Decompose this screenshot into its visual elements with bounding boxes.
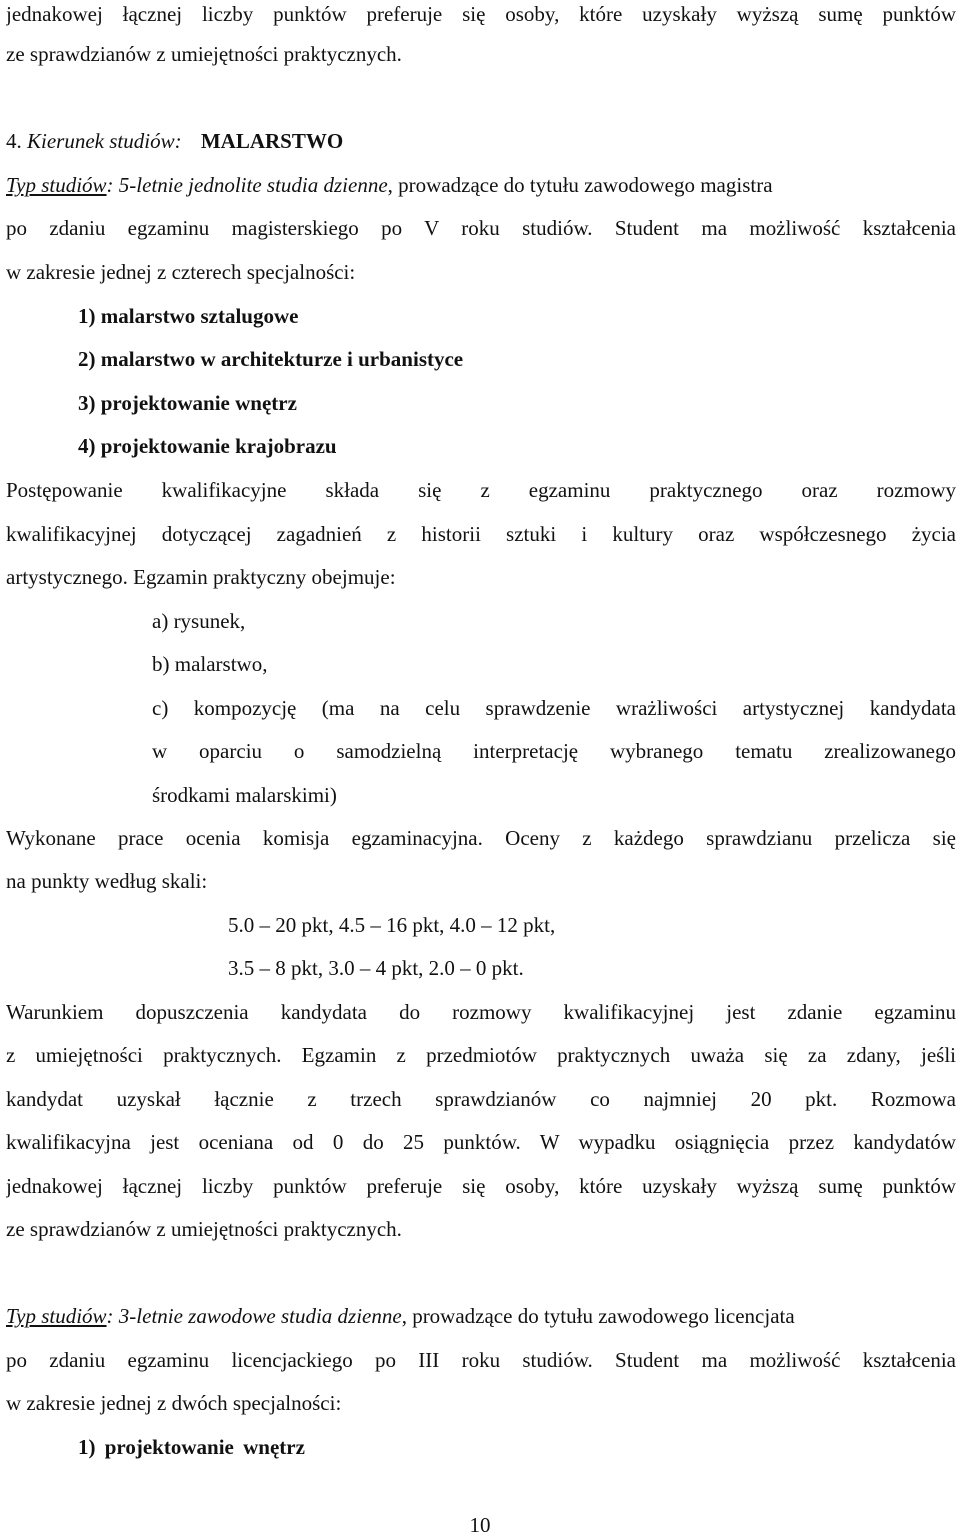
study-type-label: Typ studiów	[6, 173, 107, 197]
section-number: 4.	[6, 129, 22, 153]
paragraph-line: Warunkiem dopuszczenia kandydata do rozmowy kwalifikacyjnej jest zdanie egzaminu	[6, 1000, 956, 1024]
study-type-label: Typ studiów	[6, 1304, 107, 1328]
specialization-item: 2) malarstwo w architekturze i urbanistyce	[78, 347, 464, 371]
grading-scale-line: 3.5 – 8 pkt, 3.0 – 4 pkt, 2.0 – 0 pkt.	[228, 956, 524, 980]
paragraph-line: na punkty według skali:	[6, 869, 208, 893]
specialization-item: 1) malarstwo sztalugowe	[78, 304, 299, 328]
study-type-line	[6, 1302, 795, 1330]
field-of-study-value: MALARSTWO	[200, 129, 344, 153]
specialization-item: 3) projektowanie wnętrz	[78, 391, 297, 415]
study-type-colon: :	[106, 1304, 114, 1328]
exam-item: a) rysunek,	[152, 609, 246, 633]
specialization-item: 1) projektowanie wnętrz	[78, 1435, 305, 1459]
grading-scale-line: 5.0 – 20 pkt, 4.5 – 16 pkt, 4.0 – 12 pkt,	[228, 913, 556, 937]
paragraph-line: artystycznego. Egzamin praktyczny obejmuje:	[6, 565, 396, 589]
paragraph-line: jednakowej łącznej liczby punktów preferuje się osoby, które uzyskały wyższą sumę punktów	[6, 2, 956, 26]
exam-item: c) kompozycję (ma na celu sprawdzenie wrażliwości artystycznej kandydata	[152, 696, 956, 720]
study-type-line	[6, 171, 773, 199]
exam-item: b) malarstwo,	[152, 652, 268, 676]
paragraph-line: ze sprawdzianów z umiejętności praktycznych.	[6, 42, 402, 66]
section-heading	[6, 127, 343, 155]
paragraph-line: w zakresie jednej z dwóch specjalności:	[6, 1391, 342, 1415]
specialization-item: 4) projektowanie krajobrazu	[78, 434, 337, 458]
paragraph-line: jednakowej łącznej liczby punktów preferuje się osoby, które uzyskały wyższą sumę punktów	[6, 1174, 956, 1198]
study-type-description: , prowadzące do tytułu zawodowego licencjata	[401, 1304, 795, 1328]
paragraph-line: kandydat uzyskał łącznie z trzech sprawdzianów co najmniej 20 pkt. Rozmowa	[6, 1087, 956, 1111]
paragraph-line: kwalifikacyjnej dotyczącej zagadnień z historii sztuki i kultury oraz współczesnego życia	[6, 522, 956, 546]
study-type-value: 5-letnie jednolite studia dzienne	[118, 173, 388, 197]
study-type-description: , prowadzące do tytułu zawodowego magistra	[387, 173, 773, 197]
paragraph-line: po zdaniu egzaminu magisterskiego po V roku studiów. Student ma możliwość kształcenia	[6, 216, 956, 240]
study-type-colon: :	[106, 173, 114, 197]
exam-item-continuation: środkami malarskimi)	[152, 783, 337, 807]
study-type-value: 3-letnie zawodowe studia dzienne	[118, 1304, 402, 1328]
exam-item-continuation: w oparciu o samodzielną interpretację wybranego tematu zrealizowanego	[152, 739, 956, 763]
paragraph-line: po zdaniu egzaminu licencjackiego po III roku studiów. Student ma możliwość kształcenia	[6, 1348, 956, 1372]
paragraph-line: kwalifikacyjna jest oceniana od 0 do 25 punktów. W wypadku osiągnięcia przez kandydatów	[6, 1130, 956, 1154]
paragraph-line: w zakresie jednej z czterech specjalności:	[6, 260, 356, 284]
paragraph-line: ze sprawdzianów z umiejętności praktycznych.	[6, 1217, 402, 1241]
paragraph-line: Postępowanie kwalifikacyjne składa się z egzaminu praktycznego oraz rozmowy	[6, 478, 956, 502]
paragraph-line: z umiejętności praktycznych. Egzamin z przedmiotów praktycznych uważa się za zdany, jeśli	[6, 1043, 956, 1067]
field-of-study-label: Kierunek studiów:	[27, 129, 182, 153]
paragraph-line: Wykonane prace ocenia komisja egzaminacyjna. Oceny z każdego sprawdzianu przelicza się	[6, 826, 956, 850]
page-number: 10	[469, 1513, 491, 1537]
